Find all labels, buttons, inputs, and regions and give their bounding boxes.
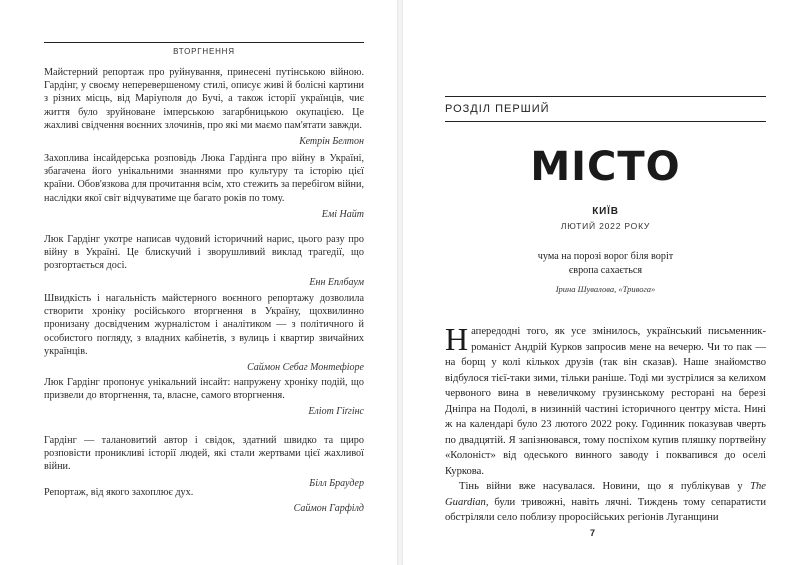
blurb-text: Швидкість і нагальність майстерного воєнного репортажу дозволила створити хроніку російського вторгнення в Україну, щохвилинно пронизану досвідченим журналістом і аналітиком — з політичного й особистого погляду, з владних кабінетів, з вулиць і квартир звичайних українців. xyxy=(44,293,364,357)
blurb-text: Люк Гардінг укотре написав чудовий історичний нарис, цього разу про війну в Україні. Це блискучий і зворушливий виклад трагедії, що розгортається досі. xyxy=(44,234,364,272)
blurb xyxy=(44,152,364,221)
blurb-text: Гардінг — талановитий автор і свідок, здатний швидко та щиро розповісти проникливі історії людей, які стали жертвами цієї жахливої війни. xyxy=(44,435,364,473)
blurb xyxy=(44,376,364,419)
blurb-author: Кетрін Белтон xyxy=(299,136,364,148)
blurb-author: Емі Найт xyxy=(321,208,364,220)
chapter-rule-bottom xyxy=(445,121,766,122)
body-paragraph-text: апередодні того, як усе змінилось, український письменник-романіст Андрій Курков запросив мене на вечерю. Чи то пак — на борщ у колі кількох друзів (так він сказав). Наше знайомство відбулося тієї-таки зими, тільки раніше. Тоді ми зустрілися за келихом червоного вина в невеличкому грузинському ресторані на березі Дніпра на Подолі, в низинній частині історичного центру міста. Нині ж на календарі було 23 лютого 2022 року. Годинник показував чверть по двадцятій. Я запізнювався, тому поспіхом купив пляшку портвейну «Колоніст» від одеського винного заводу і поквапився до оселі Куркова. xyxy=(445,326,766,477)
blurb-author: Білл Браудер xyxy=(309,477,364,489)
blurb-text: Майстерний репортаж про руйнування, принесені путінською війною. Гардінг, у своєму неперевершеному стилі, описує живі й болісні картини з різних місць, від Маріуполя до Бучі, а також історії українців, чиє життя було зруйноване імперською загарбницькою окупацією. Це жахливі свідчення воєнних злочинів, про які ми маємо пам'ятати завжди. xyxy=(44,67,364,131)
body-paragraph-text: , були тривожні, навіть лячні. Тиждень тому сепаратисти обстріляли село поблизу проросійських регіонів Луганщини xyxy=(445,496,766,523)
blurb-author: Саймон Себаг Монтефіоре xyxy=(247,362,364,374)
blurb-text: Репортаж, від якого захоплює дух. xyxy=(44,487,194,498)
chapter-rule-top xyxy=(445,96,766,97)
chapter-place: КИЇВ xyxy=(592,206,619,217)
chapter-date: ЛЮТИЙ 2022 РОКУ xyxy=(560,221,651,231)
running-head: ВТОРГНЕННЯ xyxy=(44,42,364,56)
chapter-label: РОЗДІЛ ПЕРШИЙ xyxy=(445,103,550,115)
chapter-body xyxy=(445,321,766,526)
epigraph-line: європа сахається xyxy=(568,265,643,276)
blurb xyxy=(44,292,364,374)
epigraph-credit: Ірина Шувалова, «Тривога» xyxy=(555,284,656,294)
blurb xyxy=(44,434,364,490)
blurb-text: Захоплива інсайдерська розповідь Люка Гардінга про війну в Україні, збагачена його унікальними знаннями про культуру та історію цієї країни. Обов'язкова для прочитання всім, хто стежить за перебігом війни, наслідки якої світ відчуватиме ще багато років по тому. xyxy=(44,153,364,204)
epigraph-line: чума на порозі ворог біля воріт xyxy=(537,251,674,262)
blurb xyxy=(44,233,364,289)
publication-name: The Guardian xyxy=(445,481,766,508)
blurb xyxy=(44,486,364,515)
body-paragraph-text: Тінь війни вже насувалася. Новини, що я публікував у xyxy=(459,481,751,492)
drop-cap: Н xyxy=(445,321,469,357)
body-paragraph xyxy=(445,479,766,526)
blurb-author: Енн Еплбаум xyxy=(309,276,364,288)
epigraph xyxy=(445,250,766,296)
blurb-text: Люк Гардінг пропонує унікальний інсайт: напружену хроніку подій, що призвели до вторгнення, та, власне, самого вторгнення. xyxy=(44,377,364,402)
page-number: 7 xyxy=(590,528,596,538)
chapter-title: МІСТО xyxy=(530,144,681,190)
blurb xyxy=(44,66,364,148)
body-paragraph xyxy=(445,321,766,479)
blurb-author: Саймон Гарфілд xyxy=(293,503,364,515)
blurb-author: Еліот Гіґгінс xyxy=(308,406,364,418)
